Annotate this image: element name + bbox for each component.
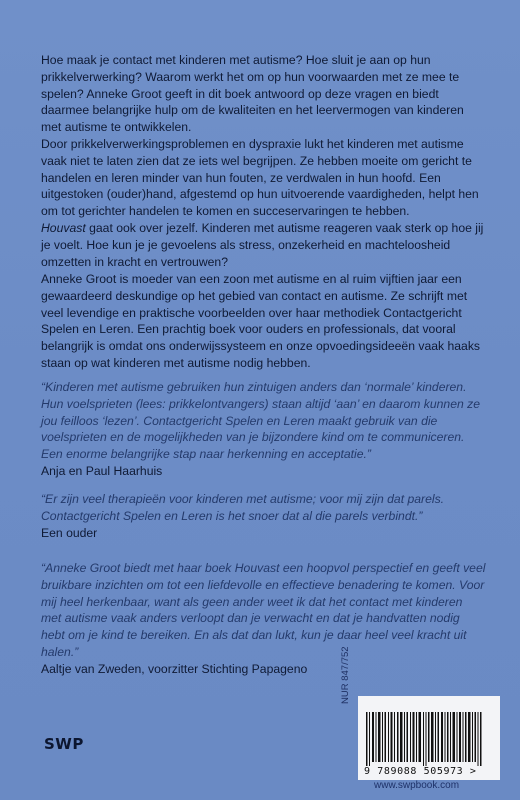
intro-paragraph-2: Door prikkelverwerkingsproblemen en dyspraxie lukt het kinderen met autisme vaak niet te laten zien dat ze iets wel begrijpen. Ze hebben moeite om gericht te handelen en leren minder van hun fouten, ze verdwalen in hun hoofd. Een uitgestoken (ouder)hand, afgestemd op hun uitvoerende vaardigheden, helpt hen om tot gerichter handelen te komen en succeservaringen te hebben.: [41, 136, 479, 219]
quote-block-2: [41, 491, 486, 541]
publisher-website: www.swpbook.com: [374, 780, 460, 791]
publisher-logo: SWP: [44, 735, 84, 753]
quote-text: “Kinderen met autisme gebruiken hun zintuigen anders dan ‘normale’ kinderen. Hun voelsprieten (lees: prikkelontvangers) staan altijd ‘aan’ en daarom kunnen ze jou feilloos ‘lezen’. Contactgericht Spelen en Leren maakt gebruik van die voelsprieten en de mogelijkheden van je bijzondere kind om te communiceren. Een enorme belangrijke stap naar herkenning en acceptatie.”: [41, 380, 481, 462]
barcode-icon: [364, 712, 494, 766]
quote-text: “Anneke Groot biedt met haar boek Houvast een hoopvol perspectief en geeft veel bruikbare inzichten om tot een liefdevolle en effectieve benadering te komen. Voor mij heel herkenbaar, want als geen ander weet ik dat het contact met kinderen met autisme vaak anders verloopt dan je verwacht en dat je handvatten nodig hebt om je kind te bereiken. En als dat dan lukt, kun je daar heel veel kracht uit halen.”: [41, 561, 486, 659]
quote-block-1: [41, 379, 486, 480]
author-paragraph: Anneke Groot is moeder van een zoon met autisme en al ruim vijftien jaar een gewaardeerd deskundige op het gebied van contact en autisme. Ze schrijft met veel levendige en praktische voorbeelden over haar methodiek Contactgericht Spelen en Leren. Een prachtig boek voor ouders en professionals, dat vooral belangrijk is omdat ons onderwijssysteem en onze opvoedingsideeën vaak haaks staan op wat kinderen met autisme nodig hebben.: [41, 272, 481, 370]
quote-attribution: Een ouder: [41, 525, 98, 540]
intro-text: [41, 52, 486, 270]
nur-code: NUR 847/752: [340, 646, 351, 704]
intro-paragraph-1: Hoe maak je contact met kinderen met autisme? Hoe sluit je aan op hun prikkelverwerking? Waarom werkt het om op hun voorwaarden met ze mee te spelen? Anneke Groot geeft in dit boek antwoord op deze vragen en biedt daarmee belangrijke hulp om de kwaliteiten en het leervermogen van kinderen met autisme te ontwikkelen.: [41, 53, 464, 135]
quote-attribution: Aaltje van Zweden, voorzitter Stichting Papageno: [41, 661, 308, 676]
quote-attribution: Anja en Paul Haarhuis: [41, 463, 163, 478]
intro-paragraph-3: [41, 220, 486, 270]
quote-block-3: [41, 560, 486, 678]
barcode-number: 9 789088 505973 >: [364, 766, 477, 777]
quote-text: “Er zijn veel therapieën voor kinderen met autisme; voor mij zijn dat parels. Contactgericht Spelen en Leren is het snoer dat al die parels verbindt.”: [41, 492, 445, 523]
intro-paragraph-3-text: gaat ook over jezelf. Kinderen met autisme reageren vaak sterk op hoe jij je voelt. Hoe kun je je gevoelens als stress, onzekerheid en machteloosheid omzetten in kracht en vertrouwen?: [41, 220, 484, 269]
author-bio: [41, 271, 486, 372]
barcode-panel: [358, 696, 500, 780]
book-title-inline: Houvast: [41, 220, 86, 235]
